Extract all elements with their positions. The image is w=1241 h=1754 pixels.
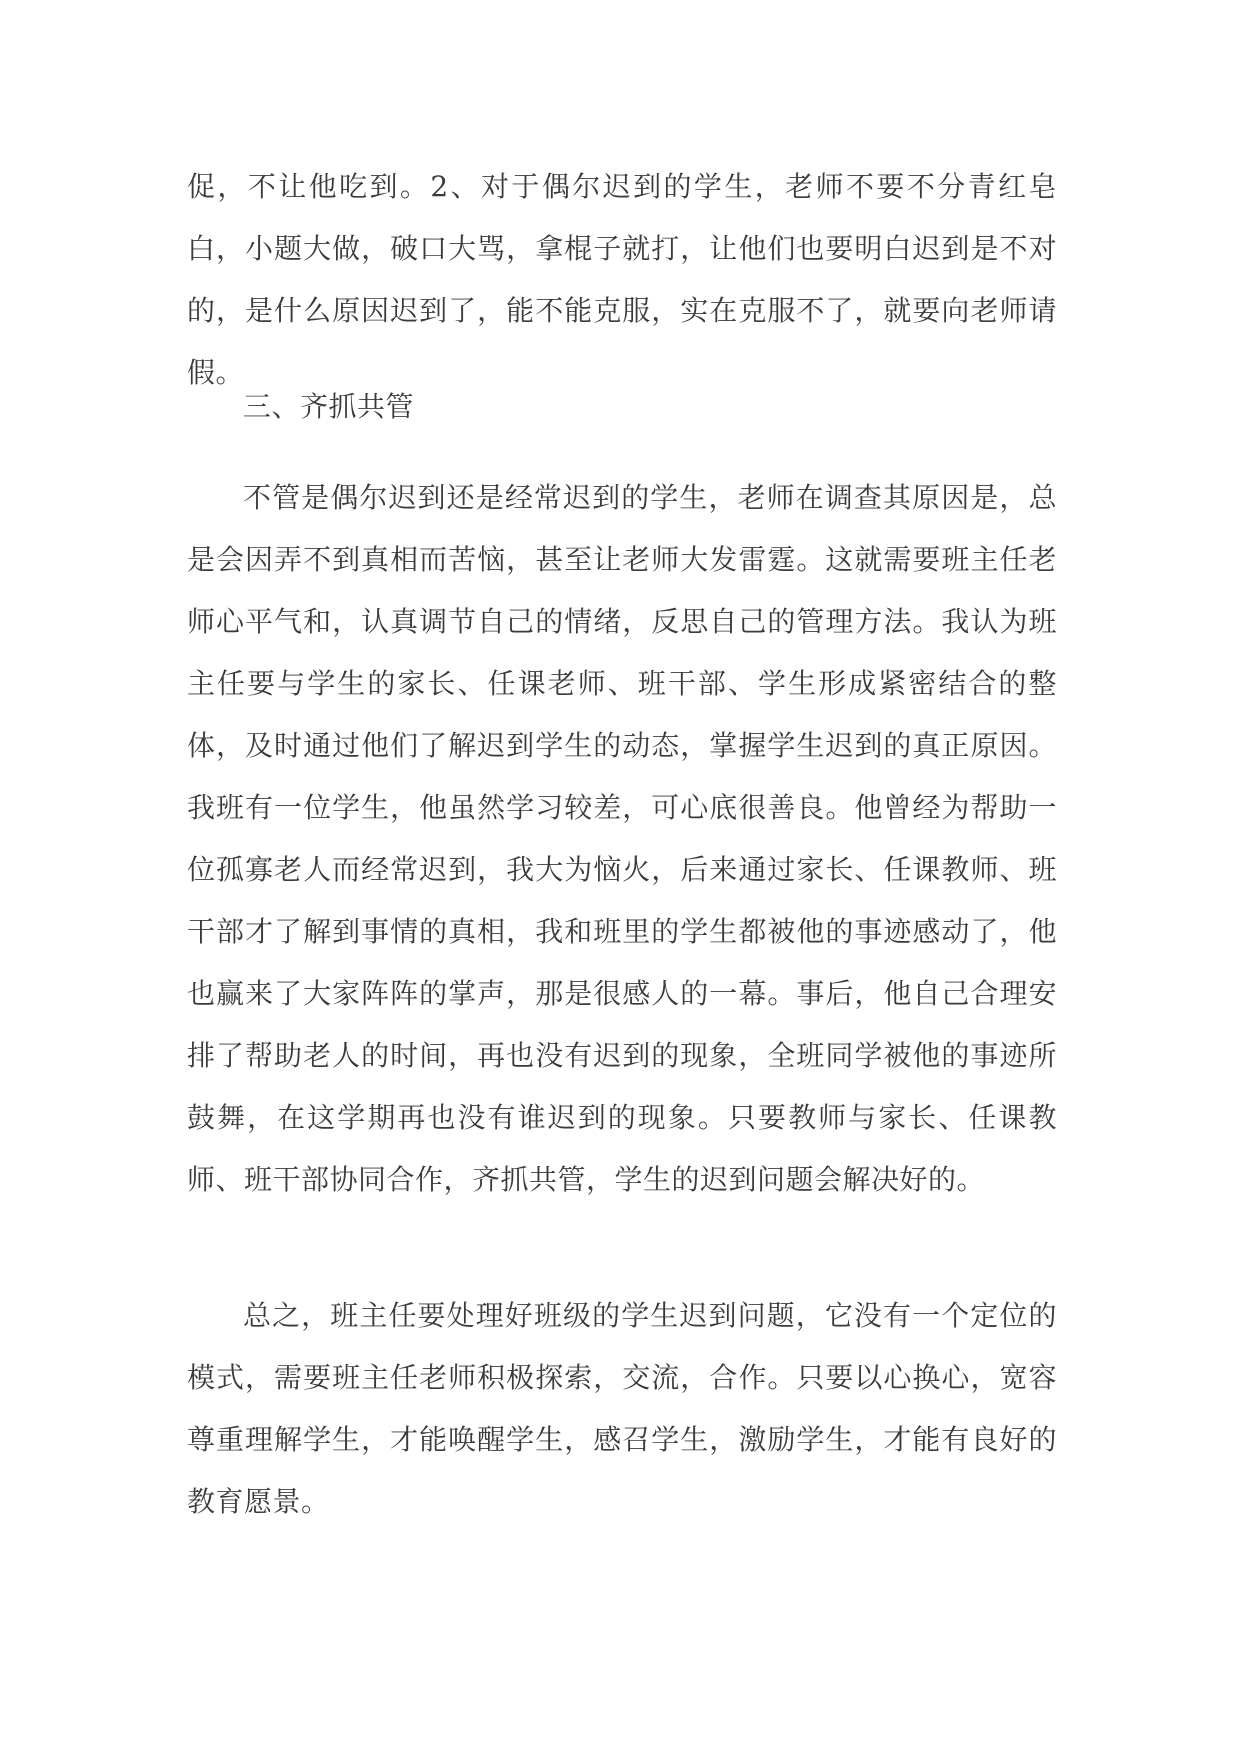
paragraph-conclusion: 总之，班主任要处理好班级的学生迟到问题，它没有一个定位的模式，需要班主任老师积极探索，交流，合作。只要以心换心，宽容尊重理解学生，才能唤醒学生，感召学生，激励学生，才能有良好的教育愿景。: [187, 1299, 1057, 1518]
paragraph-continuation: 促，不让他吃到。2、对于偶尔迟到的学生，老师不要不分青红皂白，小题大做，破口大骂，拿棍子就打，让他们也要明白迟到是不对的，是什么原因迟到了，能不能克服，实在克服不了，就要向老师请假。: [187, 170, 1057, 389]
paragraph-body: 不管是偶尔迟到还是经常迟到的学生，老师在调查其原因是，总是会因弄不到真相而苦恼，甚至让老师大发雷霆。这就需要班主任老师心平气和，认真调节自己的情绪，反思自己的管理方法。我认为班主任要与学生的家长、任课老师、班干部、学生形成紧密结合的整体，及时通过他们了解迟到学生的动态，掌握学生迟到的真正原因。我班有一位学生，他虽然学习较差，可心底很善良。他曾经为帮助一位孤寡老人而经常迟到，我大为恼火，后来通过家长、任课教师、班干部才了解到事情的真相，我和班里的学生都被他的事迹感动了，他也赢来了大家阵阵的掌声，那是很感人的一幕。事后，他自己合理安排了帮助老人的时间，再也没有迟到的现象，全班同学被他的事迹所鼓舞，在这学期再也没有谁迟到的现象。只要教师与家长、任课教师、班干部协同合作，齐抓共管，学生的迟到问题会解决好的。: [187, 481, 1057, 1196]
section-heading: 三、齐抓共管: [243, 390, 415, 423]
